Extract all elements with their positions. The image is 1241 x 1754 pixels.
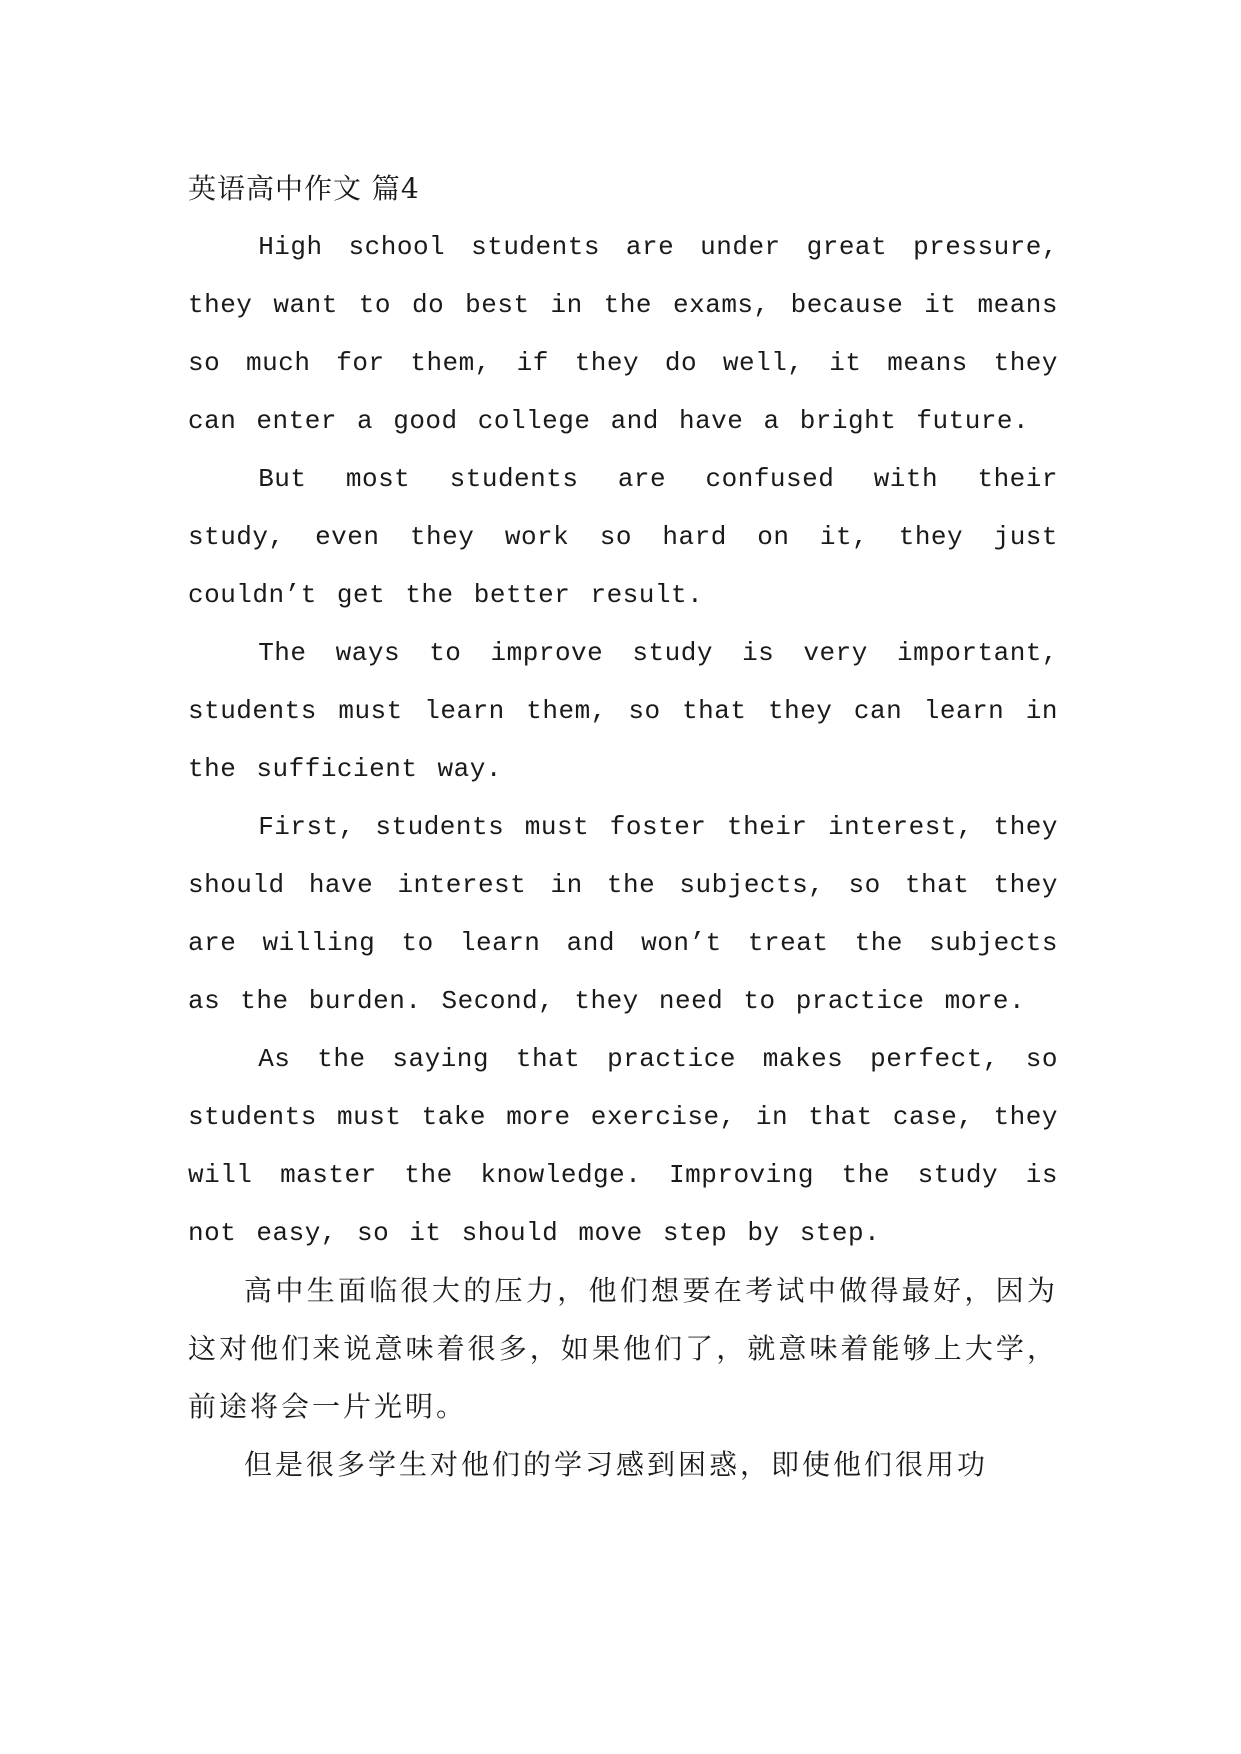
paragraph-zh-2: 但是很多学生对他们的学习感到困惑，即使他们很用功	[244, 1448, 989, 1481]
paragraph-en-3: The ways to improve study is very important, students must learn them, so that they can learn in the sufficient way.	[188, 638, 1058, 784]
paragraph-zh-1: 高中生面临很大的压力，他们想要在考试中做得最好，因为这对他们来说意味着很多，如果他们了，就意味着能够上大学，前途将会一片光明。	[188, 1274, 1058, 1423]
paragraph-en-5: As the saying that practice makes perfect, so students must take more exercise, in that case, they will master the knowledge. Improving the study is not easy, so it should move step by step.	[188, 1044, 1058, 1248]
document-body	[188, 160, 1058, 1494]
paragraph-en-1: High school students are under great pressure, they want to do best in the exams, because it means so much for them, if they do well, it means they can enter a good college and have a bright future.	[188, 232, 1058, 436]
paragraph-en-4: First, students must foster their interest, they should have interest in the subjects, so that they are willing to learn and won’t treat the subjects as the burden. Second, they need to practice more.	[188, 812, 1058, 1016]
paragraph-en-2: But most students are confused with their study, even they work so hard on it, they just couldn’t get the better result.	[188, 464, 1058, 610]
document-title: 英语高中作文 篇4	[188, 172, 420, 205]
